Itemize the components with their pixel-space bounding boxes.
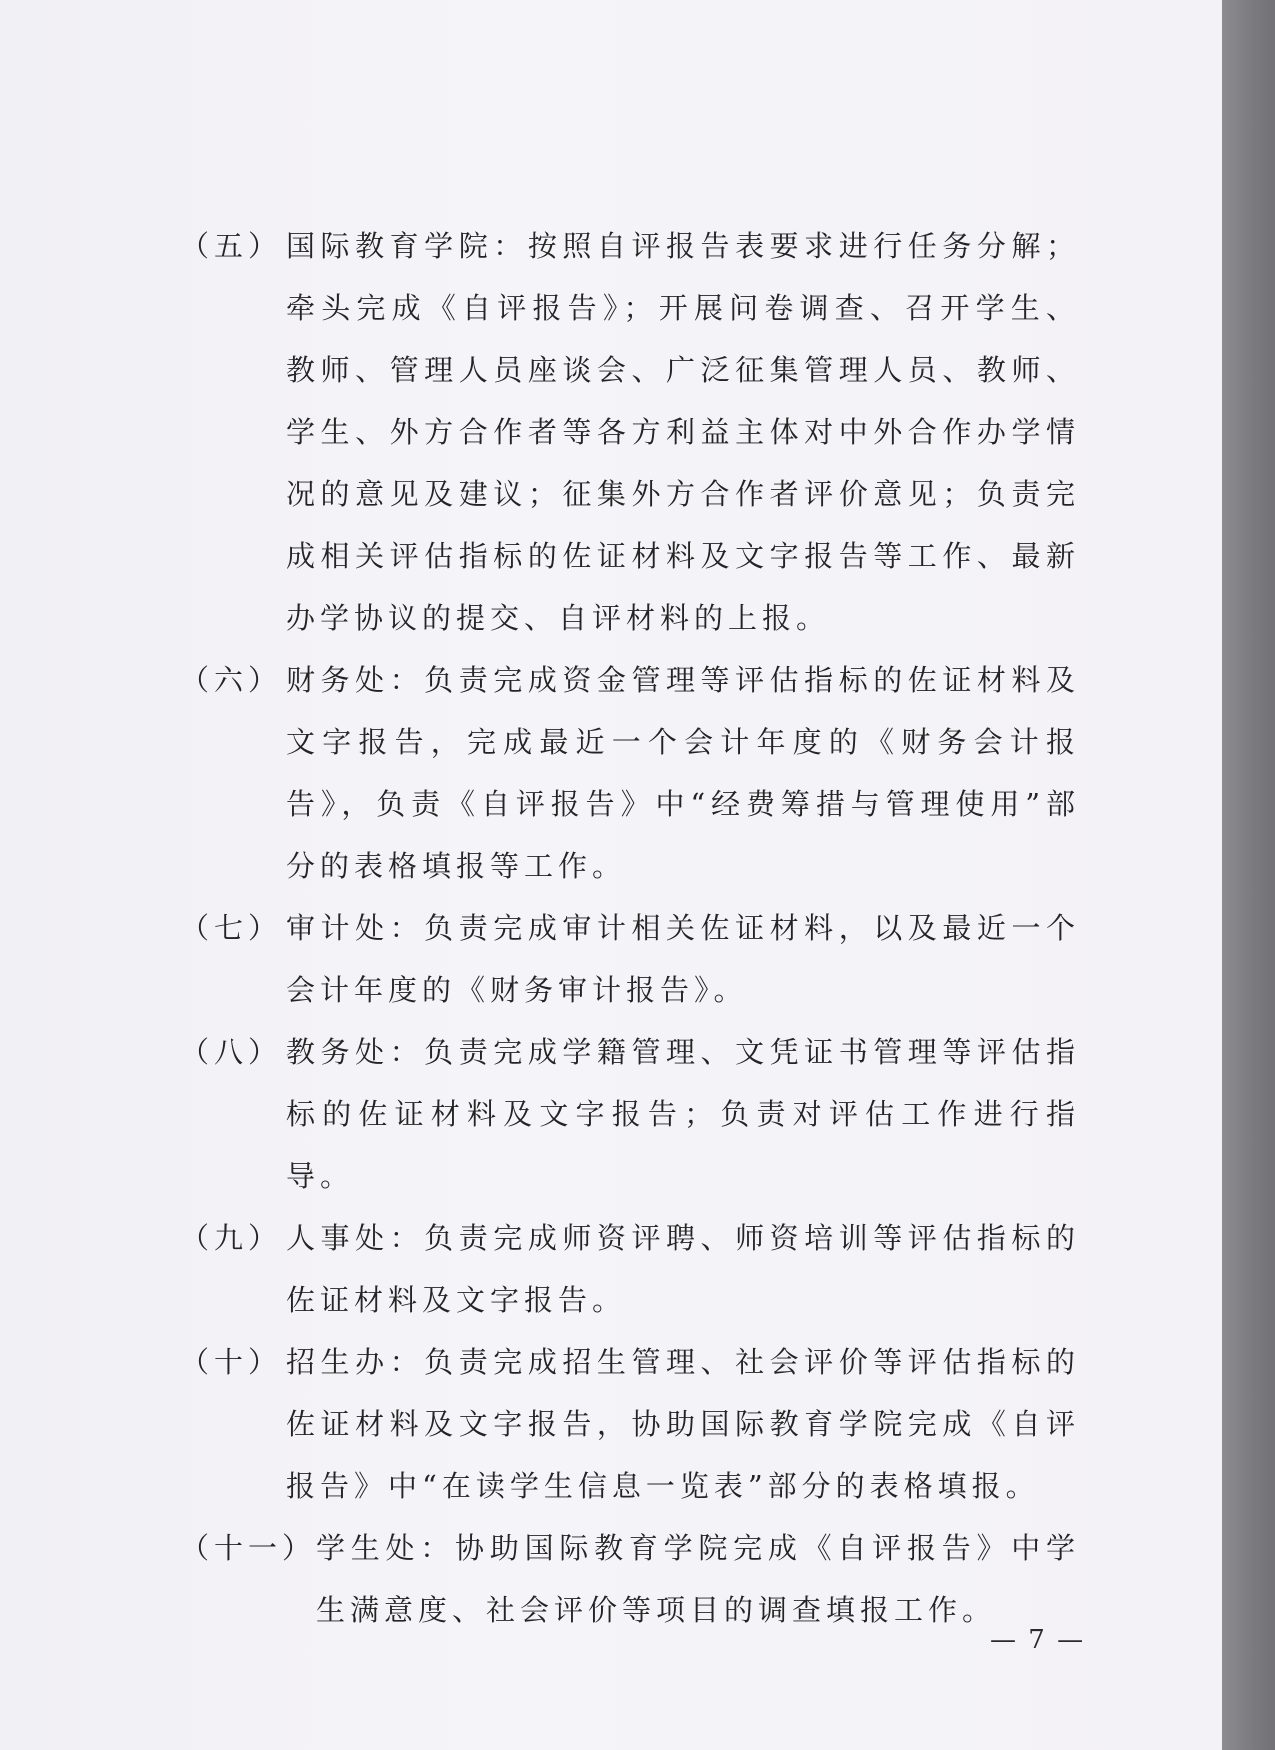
item-text: 审计处：负责完成审计相关佐证材料，以及最近一个会计年度的《财务审计报告》。 bbox=[286, 911, 1080, 1007]
list-item bbox=[180, 215, 1080, 649]
list-item bbox=[180, 1517, 1080, 1641]
scan-edge-shadow bbox=[1222, 0, 1275, 1750]
list-item bbox=[180, 1331, 1080, 1517]
item-text: 招生办：负责完成招生管理、社会评价等评估指标的佐证材料及文字报告，协助国际教育学院完成《自评报告》中“在读学生信息一览表”部分的表格填报。 bbox=[286, 1345, 1080, 1503]
item-number: （十） bbox=[180, 1345, 283, 1379]
item-number: （七） bbox=[180, 911, 283, 945]
item-number: （八） bbox=[180, 1035, 283, 1069]
responsibility-list bbox=[180, 215, 1080, 1641]
list-item bbox=[180, 649, 1080, 897]
list-item bbox=[180, 1207, 1080, 1331]
page-number: — 7 — bbox=[990, 1625, 1086, 1655]
item-text: 财务处：负责完成资金管理等评估指标的佐证材料及文字报告，完成最近一个会计年度的《财务会计报告》，负责《自评报告》中“经费筹措与管理使用”部分的表格填报等工作。 bbox=[286, 663, 1080, 883]
item-number: （六） bbox=[180, 663, 283, 697]
item-number: （五） bbox=[180, 229, 283, 263]
item-text: 学生处：协助国际教育学院完成《自评报告》中学生满意度、社会评价等项目的调查填报工作。 bbox=[316, 1531, 1080, 1627]
item-number: （九） bbox=[180, 1221, 283, 1255]
item-text: 人事处：负责完成师资评聘、师资培训等评估指标的佐证材料及文字报告。 bbox=[286, 1221, 1080, 1317]
list-item bbox=[180, 1021, 1080, 1207]
item-text: 教务处：负责完成学籍管理、文凭证书管理等评估指标的佐证材料及文字报告；负责对评估工作进行指导。 bbox=[286, 1035, 1080, 1193]
list-item bbox=[180, 897, 1080, 1021]
item-text: 国际教育学院：按照自评报告表要求进行任务分解；牵头完成《自评报告》；开展问卷调查、召开学生、教师、管理人员座谈会、广泛征集管理人员、教师、学生、外方合作者等各方利益主体对中外合作办学情况的意见及建议；征集外方合作者评价意见；负责完成相关评估指标的佐证材料及文字报告等工作、最新办学协议的提交、自评材料的上报。 bbox=[286, 229, 1080, 635]
item-number: （十一） bbox=[180, 1531, 317, 1565]
